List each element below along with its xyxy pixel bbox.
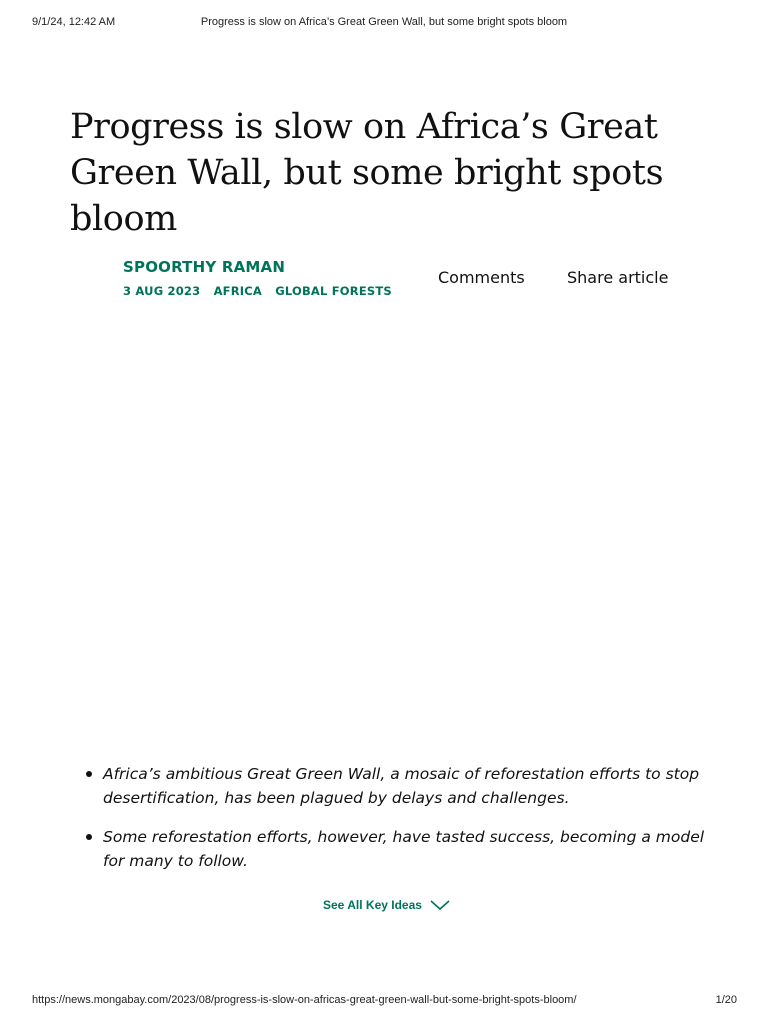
- publish-date: 3 AUG 2023: [123, 284, 201, 298]
- tag-link-africa[interactable]: AFRICA: [213, 284, 262, 298]
- see-all-key-ideas-button[interactable]: [323, 898, 450, 912]
- print-doc-title: Progress is slow on Africa’s Great Green Wall, but some bright spots bloom: [200, 16, 568, 28]
- article-headline: Progress is slow on Africa’s Great Green Wall, but some bright spots bloom: [70, 107, 664, 239]
- share-article-button[interactable]: Share article: [567, 268, 669, 287]
- author-link[interactable]: SPOORTHY RAMAN: [123, 258, 286, 276]
- key-idea-item: [86, 825, 706, 873]
- key-idea-text: Some reforestation efforts, however, have tasted success, becoming a model for many to follow.: [103, 828, 705, 870]
- see-all-label: See All Key Ideas: [323, 898, 422, 912]
- key-idea-item: [86, 762, 706, 810]
- print-footer: [0, 994, 768, 1008]
- key-idea-text: Africa’s ambitious Great Green Wall, a mosaic of reforestation efforts to stop desertification, has been plagued by delays and challenges.: [103, 765, 700, 807]
- print-page-number: 1/20: [715, 994, 737, 1006]
- byline: [123, 258, 443, 298]
- print-url: https://news.mongabay.com/2023/08/progress-is-slow-on-africas-great-green-wall-but-some-bright-spots-bloom/: [32, 994, 577, 1006]
- article-meta: [123, 284, 443, 298]
- bullet-icon: [86, 771, 92, 777]
- key-ideas-list: [86, 762, 706, 888]
- print-header: [0, 16, 768, 30]
- comments-button[interactable]: Comments: [438, 268, 525, 287]
- bullet-icon: [86, 834, 92, 840]
- chevron-down-icon: [430, 899, 450, 911]
- tag-link-global-forests[interactable]: GLOBAL FORESTS: [275, 284, 392, 298]
- print-datetime: 9/1/24, 12:42 AM: [32, 16, 116, 28]
